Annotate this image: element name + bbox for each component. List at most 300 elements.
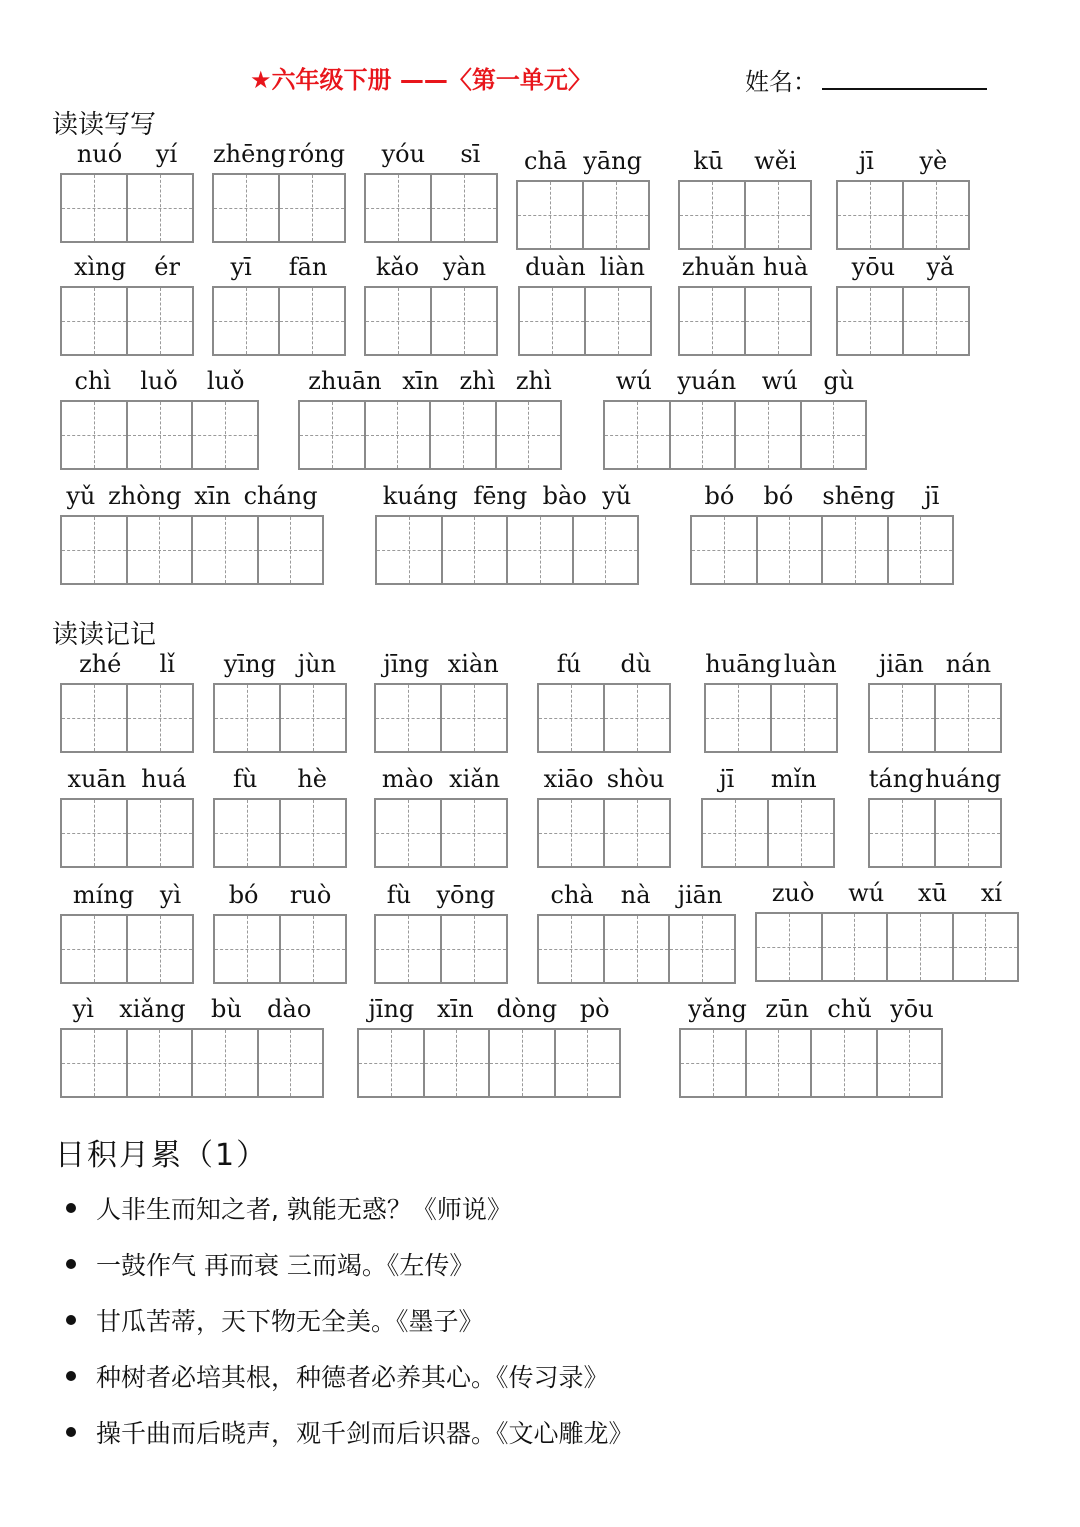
pinyin-syllable: yōng [436,881,496,909]
character-writing-cell[interactable] [443,517,509,583]
pinyin-row [516,146,650,176]
pinyin-syllable: zhuǎn [681,253,756,281]
writing-grid [60,881,194,984]
pinyin-syllable: míng [72,881,135,909]
bullet-icon [66,1427,76,1437]
pinyin-syllable: jiān [677,881,723,909]
character-writing-cell[interactable] [746,182,810,248]
pinyin-syllable: nà [620,881,651,909]
character-writing-cell[interactable] [62,288,128,354]
pinyin-row [212,139,346,169]
quote-item [60,1236,1020,1292]
pinyin-syllable: fān [288,253,328,281]
pinyin-row [60,252,194,282]
character-writing-cell[interactable] [366,288,432,354]
pinyin-syllable: shēng [822,482,896,510]
pinyin-syllable: wú [615,367,652,395]
character-box-row [60,683,194,753]
pinyin-syllable: zhì [515,367,552,395]
pinyin-syllable: xiàn [447,650,499,678]
character-box-row [213,914,347,984]
character-box-row [60,914,194,984]
character-box-row [755,912,1019,982]
writing-grid [374,765,508,868]
pinyin-syllable: ér [154,253,180,281]
pinyin-row [868,649,1002,679]
pinyin-syllable: gù [823,367,855,395]
pinyin-row [364,252,498,282]
character-writing-cell[interactable] [680,182,746,248]
pinyin-syllable: mào [381,765,434,793]
pinyin-syllable: fēng [473,482,528,510]
character-writing-cell[interactable] [432,288,496,354]
pinyin-row [60,139,194,169]
pinyin-syllable: mǐn [770,765,817,793]
pinyin-syllable: zuò [771,879,815,907]
quote-item [60,1292,1020,1348]
writing-grid [213,765,347,868]
pinyin-row [213,649,347,679]
pinyin-syllable: yōu [890,995,934,1023]
character-writing-cell[interactable] [888,914,954,980]
pinyin-syllable: huà [762,253,809,281]
pinyin-syllable: huāng [705,650,782,678]
character-box-row [212,173,346,243]
writing-grid [364,140,498,243]
pinyin-syllable: yǎ [926,253,955,281]
character-writing-cell[interactable] [193,1030,259,1096]
character-writing-cell[interactable] [539,800,605,866]
pinyin-syllable: chā [524,147,568,175]
pinyin-syllable: pò [579,995,610,1023]
pinyin-syllable: xū [918,879,948,907]
pinyin-row [298,366,562,396]
writing-grid [213,650,347,753]
writing-grid [60,482,324,585]
character-writing-cell[interactable] [128,916,192,982]
character-writing-cell[interactable] [62,1030,128,1096]
character-writing-cell[interactable] [442,916,506,982]
character-writing-cell[interactable] [539,685,605,751]
character-writing-cell[interactable] [936,685,1000,751]
character-box-row [374,683,508,753]
character-writing-cell[interactable] [838,288,904,354]
writing-grid [60,650,194,753]
character-writing-cell[interactable] [62,175,128,241]
character-writing-cell[interactable] [586,288,650,354]
character-box-row [60,798,194,868]
character-writing-cell[interactable] [870,685,936,751]
character-writing-cell[interactable] [936,800,1000,866]
pinyin-syllable: yǔ [66,482,96,510]
character-box-row [836,180,970,250]
writing-grid [518,253,652,356]
pinyin-syllable: duàn [525,253,586,281]
writing-grid [701,765,835,868]
pinyin-syllable: jīng [368,995,415,1023]
pinyin-syllable: wú [848,879,885,907]
pinyin-syllable: xīn [194,482,231,510]
pinyin-row [60,366,259,396]
pinyin-syllable: fù [386,881,412,909]
character-writing-cell[interactable] [812,1030,878,1096]
pinyin-syllable: xīn [437,995,474,1023]
character-writing-cell[interactable] [802,402,866,468]
bullet-icon [66,1315,76,1325]
pinyin-row [704,649,838,679]
pinyin-syllable: chì [74,367,112,395]
writing-grid [375,482,639,585]
character-box-row [298,400,562,470]
writing-grid [704,650,838,753]
character-writing-cell[interactable] [539,916,605,982]
character-writing-cell[interactable] [772,685,836,751]
writing-grid [213,881,347,984]
pinyin-syllable: kuáng [382,482,458,510]
character-writing-cell[interactable] [605,685,669,751]
character-writing-cell[interactable] [128,685,192,751]
character-writing-cell[interactable] [490,1030,556,1096]
writing-grid [678,147,812,250]
character-writing-cell[interactable] [300,402,366,468]
pinyin-row [213,764,347,794]
pinyin-row [60,481,324,511]
pinyin-syllable: jīng [383,650,430,678]
pinyin-syllable: yī [230,253,252,281]
character-box-row [60,1028,324,1098]
character-writing-cell[interactable] [680,288,746,354]
pinyin-row [603,366,867,396]
pinyin-syllable: zhēng [213,140,287,168]
writing-grid [679,995,943,1098]
pinyin-syllable: kū [693,147,724,175]
pinyin-row [678,252,812,282]
pinyin-syllable: luǒ [140,367,178,395]
pinyin-syllable: yì [72,995,94,1023]
pinyin-syllable: yuán [677,367,737,395]
section-title-read-write: 读读写写 [52,110,157,140]
pinyin-syllable: xiǎng [119,995,186,1023]
character-writing-cell[interactable] [280,175,344,241]
character-box-row [60,400,259,470]
character-writing-cell[interactable] [574,517,638,583]
pinyin-row [755,878,1019,908]
character-box-row [603,400,867,470]
pinyin-row [60,880,194,910]
character-box-row [537,914,736,984]
pinyin-syllable: nán [945,650,992,678]
character-writing-cell[interactable] [193,402,257,468]
character-writing-cell[interactable] [128,175,192,241]
character-writing-cell[interactable] [259,517,323,583]
pinyin-syllable: kǎo [375,253,420,281]
quote-text: 人非生而知之者, 孰能无惑？《师说》 [96,1195,512,1224]
pinyin-row [836,252,970,282]
writing-grid [374,650,508,753]
character-writing-cell[interactable] [215,916,281,982]
character-writing-cell[interactable] [377,517,443,583]
character-writing-cell[interactable] [281,800,345,866]
pinyin-syllable: xīn [402,367,439,395]
pinyin-syllable: zhòng [108,482,182,510]
character-box-row [679,1028,943,1098]
character-box-row [537,683,671,753]
writing-grid [537,765,671,868]
writing-grid [868,765,1002,868]
writing-grid [212,253,346,356]
quote-text: 甘瓜苦蒂，天下物无全美。《墨子》 [96,1307,484,1336]
character-writing-cell[interactable] [62,517,128,583]
character-writing-cell[interactable] [128,1030,194,1096]
pinyin-syllable: yōu [851,253,896,281]
writing-grid [516,147,650,250]
character-box-row [213,798,347,868]
pinyin-syllable: táng [868,765,924,793]
character-writing-cell[interactable] [605,800,669,866]
writing-grid [868,650,1002,753]
pinyin-row [678,146,812,176]
character-writing-cell[interactable] [193,517,259,583]
pinyin-syllable: fù [232,765,258,793]
character-writing-cell[interactable] [432,175,496,241]
character-writing-cell[interactable] [706,685,772,751]
character-writing-cell[interactable] [259,1030,323,1096]
pinyin-syllable: xí [980,879,1003,907]
pinyin-syllable: dào [267,995,312,1023]
character-writing-cell[interactable] [769,800,833,866]
character-box-row [60,515,324,585]
pinyin-row [537,649,671,679]
pinyin-syllable: yí [155,140,178,168]
quote-item [60,1404,1020,1460]
pinyin-syllable: yīng [223,650,276,678]
pinyin-syllable: jī [858,147,874,175]
pinyin-row [537,764,671,794]
pinyin-syllable: jī [719,765,735,793]
writing-grid [298,367,562,470]
pinyin-syllable: zhuān [308,367,382,395]
pinyin-syllable: cháng [243,482,318,510]
character-writing-cell[interactable] [62,685,128,751]
pinyin-syllable: ruò [289,881,332,909]
character-writing-cell[interactable] [692,517,758,583]
character-writing-cell[interactable] [904,182,968,248]
pinyin-syllable: yè [919,147,948,175]
bullet-icon [66,1259,76,1269]
character-writing-cell[interactable] [889,517,953,583]
pinyin-row [60,994,324,1024]
pinyin-syllable: bó [228,881,259,909]
character-writing-cell[interactable] [128,288,192,354]
character-box-row [701,798,835,868]
character-writing-cell[interactable] [584,182,648,248]
writing-grid [212,140,346,243]
character-box-row [537,798,671,868]
pinyin-row [690,481,954,511]
character-writing-cell[interactable] [904,288,968,354]
character-writing-cell[interactable] [870,800,936,866]
pinyin-syllable: bó [763,482,794,510]
character-box-row [690,515,954,585]
character-writing-cell[interactable] [62,916,128,982]
character-writing-cell[interactable] [703,800,769,866]
character-writing-cell[interactable] [280,288,344,354]
character-writing-cell[interactable] [736,402,802,468]
character-writing-cell[interactable] [442,685,506,751]
writing-grid [836,147,970,250]
pinyin-row [679,994,943,1024]
pinyin-syllable: jī [924,482,940,510]
character-writing-cell[interactable] [281,685,345,751]
character-box-row [213,683,347,753]
pinyin-syllable: wěi [754,147,797,175]
pinyin-syllable: dòng [496,995,558,1023]
pinyin-row [375,481,639,511]
pinyin-syllable: jùn [297,650,337,678]
writing-grid [60,765,194,868]
pinyin-row [60,649,194,679]
pinyin-syllable: nuó [76,140,123,168]
character-writing-cell[interactable] [425,1030,491,1096]
character-writing-cell[interactable] [128,517,194,583]
writing-grid [60,140,194,243]
pinyin-row [701,764,835,794]
pinyin-syllable: zhì [459,367,496,395]
character-box-row [868,683,1002,753]
pinyin-syllable: yǔ [602,482,632,510]
character-box-row [516,180,650,250]
character-writing-cell[interactable] [376,800,442,866]
writing-grid [364,253,498,356]
quote-list [60,1180,1020,1460]
writing-grid [537,881,736,984]
writing-grid [357,995,621,1098]
character-writing-cell[interactable] [747,1030,813,1096]
pinyin-syllable: chǔ [827,995,872,1023]
pinyin-syllable: luàn [783,650,837,678]
character-box-row [518,286,652,356]
name-blank-line[interactable] [822,88,987,90]
character-box-row [364,286,498,356]
character-writing-cell[interactable] [366,175,432,241]
pinyin-syllable: yóu [381,140,426,168]
character-writing-cell[interactable] [62,800,128,866]
character-box-row [868,798,1002,868]
pinyin-syllable: yì [159,881,182,909]
pinyin-row [212,252,346,282]
character-writing-cell[interactable] [128,800,192,866]
pinyin-syllable: bào [542,482,587,510]
pinyin-row [374,649,508,679]
character-box-row [60,286,194,356]
pinyin-syllable: zūn [765,995,809,1023]
pinyin-row [836,146,970,176]
pinyin-syllable: xuān [67,765,127,793]
character-writing-cell[interactable] [878,1030,942,1096]
character-box-row [704,683,838,753]
writing-grid [603,367,867,470]
character-writing-cell[interactable] [281,916,345,982]
character-writing-cell[interactable] [520,288,586,354]
character-writing-cell[interactable] [215,800,281,866]
character-writing-cell[interactable] [508,517,574,583]
character-writing-cell[interactable] [215,685,281,751]
pinyin-syllable: yàn [442,253,487,281]
character-writing-cell[interactable] [128,402,194,468]
pinyin-row [213,880,347,910]
character-writing-cell[interactable] [431,402,497,468]
accumulation-title: 日积月累（1） [55,1138,269,1173]
character-writing-cell[interactable] [62,402,128,468]
pinyin-row [374,880,508,910]
pinyin-syllable: yāng [583,147,642,175]
character-writing-cell[interactable] [681,1030,747,1096]
pinyin-syllable: zhé [79,650,122,678]
character-writing-cell[interactable] [758,517,824,583]
character-writing-cell[interactable] [359,1030,425,1096]
pinyin-syllable: sī [460,140,481,168]
character-box-row [836,286,970,356]
writing-grid [690,482,954,585]
pinyin-syllable: róng [288,140,345,168]
character-box-row [364,173,498,243]
character-writing-cell[interactable] [556,1030,620,1096]
character-writing-cell[interactable] [746,288,810,354]
character-box-row [374,798,508,868]
character-writing-cell[interactable] [670,916,734,982]
character-writing-cell[interactable] [376,685,442,751]
character-writing-cell[interactable] [605,916,671,982]
quote-text: 种树者必培其根，种德者必养其心。《传习录》 [96,1363,609,1392]
pinyin-syllable: dù [620,650,652,678]
character-box-row [678,180,812,250]
pinyin-row [537,880,736,910]
quote-item [60,1348,1020,1404]
worksheet-title: ★六年级下册 ——〈第一单元〉 [250,66,592,94]
character-writing-cell[interactable] [366,402,432,468]
character-writing-cell[interactable] [214,288,280,354]
character-writing-cell[interactable] [214,175,280,241]
character-writing-cell[interactable] [671,402,737,468]
character-writing-cell[interactable] [823,517,889,583]
name-label: 姓名： [745,68,817,96]
character-writing-cell[interactable] [497,402,561,468]
character-writing-cell[interactable] [376,916,442,982]
writing-grid [374,881,508,984]
pinyin-syllable: huá [141,765,187,793]
pinyin-syllable: lǐ [159,650,175,678]
character-box-row [375,515,639,585]
quote-item [60,1180,1020,1236]
character-writing-cell[interactable] [838,182,904,248]
writing-grid [755,879,1019,982]
pinyin-syllable: wú [761,367,798,395]
character-writing-cell[interactable] [518,182,584,248]
pinyin-row [60,764,194,794]
pinyin-syllable: hè [297,765,327,793]
character-writing-cell[interactable] [442,800,506,866]
character-writing-cell[interactable] [757,914,823,980]
character-writing-cell[interactable] [605,402,671,468]
writing-grid [60,995,324,1098]
writing-grid [537,650,671,753]
character-writing-cell[interactable] [954,914,1018,980]
character-writing-cell[interactable] [823,914,889,980]
quote-text: 操千曲而后晓声，观千剑而后识器。《文心雕龙》 [96,1419,634,1448]
pinyin-syllable: yǎng [688,995,747,1023]
pinyin-row [357,994,621,1024]
writing-grid [60,253,194,356]
